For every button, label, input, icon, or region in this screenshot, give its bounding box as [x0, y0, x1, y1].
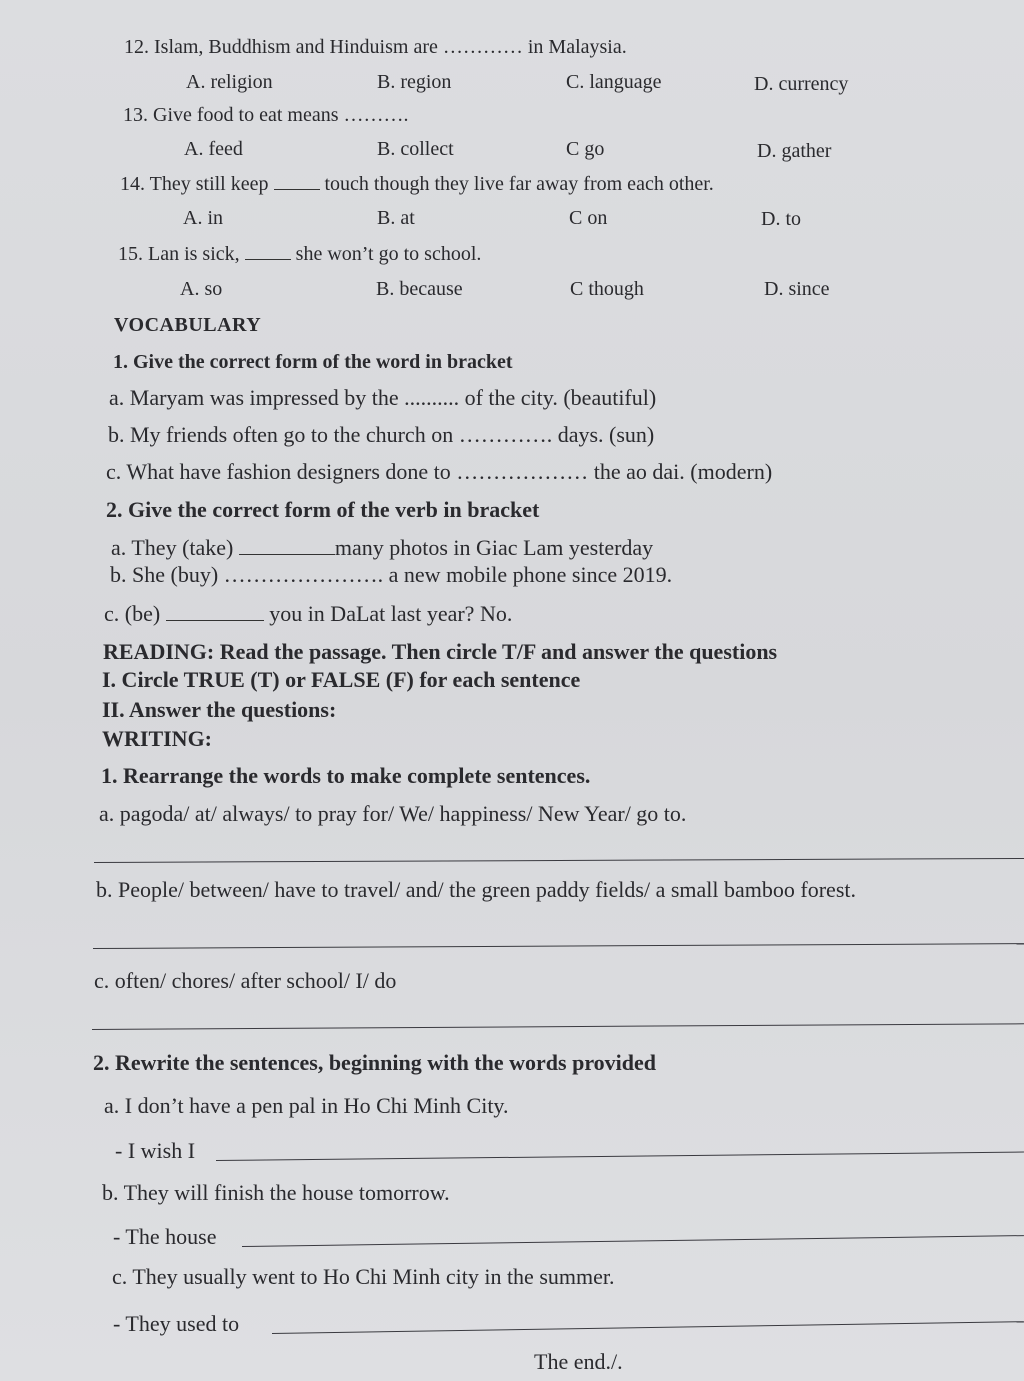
question-13-option-a: A. feed	[184, 138, 243, 160]
rewrite-answer-line-a	[216, 1152, 1024, 1161]
question-13-option-c: C go	[566, 138, 605, 160]
verb-form-item-a	[111, 535, 653, 561]
question-12	[124, 36, 627, 59]
reading-heading: READING: Read the passage. Then circle T/F and answer the questions	[103, 639, 778, 664]
question-12-option-d: D. currency	[754, 73, 849, 95]
question-13-option-d: D. gather	[757, 140, 832, 162]
question-12-option-c: C. language	[566, 71, 662, 93]
verb-form-item-b: b. She (buy) …………………. a new mobile phone since 2019.	[110, 562, 673, 587]
rearrange-item-b: b. People/ between/ have to travel/ and/ the green paddy fields/ a small bamboo forest.	[96, 877, 856, 902]
verb-form-item-c-start: c. (be)	[104, 601, 161, 626]
vocabulary-item-b: b. My friends often go to the church on …………. days. (sun)	[108, 422, 655, 447]
question-12-gap: …………	[442, 36, 523, 58]
rewrite-start-a: - I wish I	[115, 1138, 196, 1163]
question-14-option-a: A. in	[183, 207, 223, 229]
verb-form-item-a-start: a. They (take)	[111, 535, 234, 560]
question-12-stem: 12. Islam, Buddhism and Hinduism are	[124, 36, 438, 58]
question-15-option-b: B. because	[376, 278, 463, 300]
rearrange-item-c: c. often/ chores/ after school/ I/ do	[94, 968, 397, 993]
question-15-blank	[245, 259, 291, 260]
verb-form-item-a-blank	[239, 554, 335, 555]
rearrange-answer-line-c	[92, 1023, 1024, 1030]
question-15-stem-end: she won’t go to school.	[295, 243, 482, 265]
question-15-stem: 15. Lan is sick,	[118, 243, 240, 265]
question-14-stem-end: touch though they live far away from each other.	[324, 173, 714, 195]
question-14-stem: 14. They still keep	[120, 173, 269, 195]
question-15-option-a: A. so	[180, 278, 223, 300]
vocabulary-part1-title: 1. Give the correct form of the word in bracket	[113, 351, 513, 373]
reading-part1: I. Circle TRUE (T) or FALSE (F) for each sentence	[102, 667, 581, 692]
question-14-option-d: D. to	[761, 208, 801, 230]
verb-form-title: 2. Give the correct form of the verb in bracket	[106, 497, 540, 522]
vocabulary-item-a: a. Maryam was impressed by the .......... of the city. (beautiful)	[109, 385, 657, 410]
rewrite-start-c: - They used to	[113, 1311, 240, 1336]
question-14-option-b: B. at	[377, 207, 415, 229]
rearrange-item-a: a. pagoda/ at/ always/ to pray for/ We/ happiness/ New Year/ go to.	[99, 801, 687, 826]
question-15-option-d: D. since	[764, 278, 830, 300]
question-12-stem-end: in Malaysia.	[527, 36, 627, 58]
verb-form-item-c	[104, 601, 512, 627]
verb-form-item-c-end: you in DaLat last year? No.	[269, 601, 513, 626]
vocabulary-heading: VOCABULARY	[114, 314, 262, 336]
rewrite-item-b: b. They will finish the house tomorrow.	[102, 1180, 450, 1205]
writing-heading: WRITING:	[102, 726, 213, 751]
rewrite-item-a: a. I don’t have a pen pal in Ho Chi Minh City.	[104, 1093, 509, 1118]
writing-part2-title: 2. Rewrite the sentences, beginning with the words provided	[93, 1050, 657, 1075]
rewrite-item-c: c. They usually went to Ho Chi Minh city in the summer.	[112, 1264, 615, 1289]
vocabulary-item-c: c. What have fashion designers done to ……………… the ao dai. (modern)	[106, 459, 773, 484]
verb-form-item-a-end: many photos in Giac Lam yesterday	[334, 535, 654, 560]
verb-form-item-c-blank	[166, 620, 264, 621]
rewrite-start-b: - The house	[113, 1224, 217, 1249]
rewrite-answer-line-c	[272, 1321, 1024, 1334]
question-14-option-c: C on	[569, 207, 608, 229]
question-12-option-a: A. religion	[186, 71, 273, 93]
question-14	[120, 173, 714, 196]
question-15-option-c: C though	[570, 278, 644, 300]
footer-the-end: The end./.	[534, 1349, 623, 1374]
question-14-blank	[274, 189, 320, 190]
question-13: 13. Give food to eat means ……….	[123, 104, 409, 126]
question-15	[118, 243, 481, 266]
rewrite-answer-line-b	[242, 1235, 1024, 1247]
question-12-option-b: B. region	[377, 71, 452, 93]
writing-part1-title: 1. Rearrange the words to make complete sentences.	[101, 763, 591, 788]
question-13-option-b: B. collect	[377, 138, 454, 160]
rearrange-answer-line-a	[94, 858, 1024, 863]
rearrange-answer-line-b	[93, 943, 1024, 949]
reading-part2: II. Answer the questions:	[102, 697, 337, 722]
